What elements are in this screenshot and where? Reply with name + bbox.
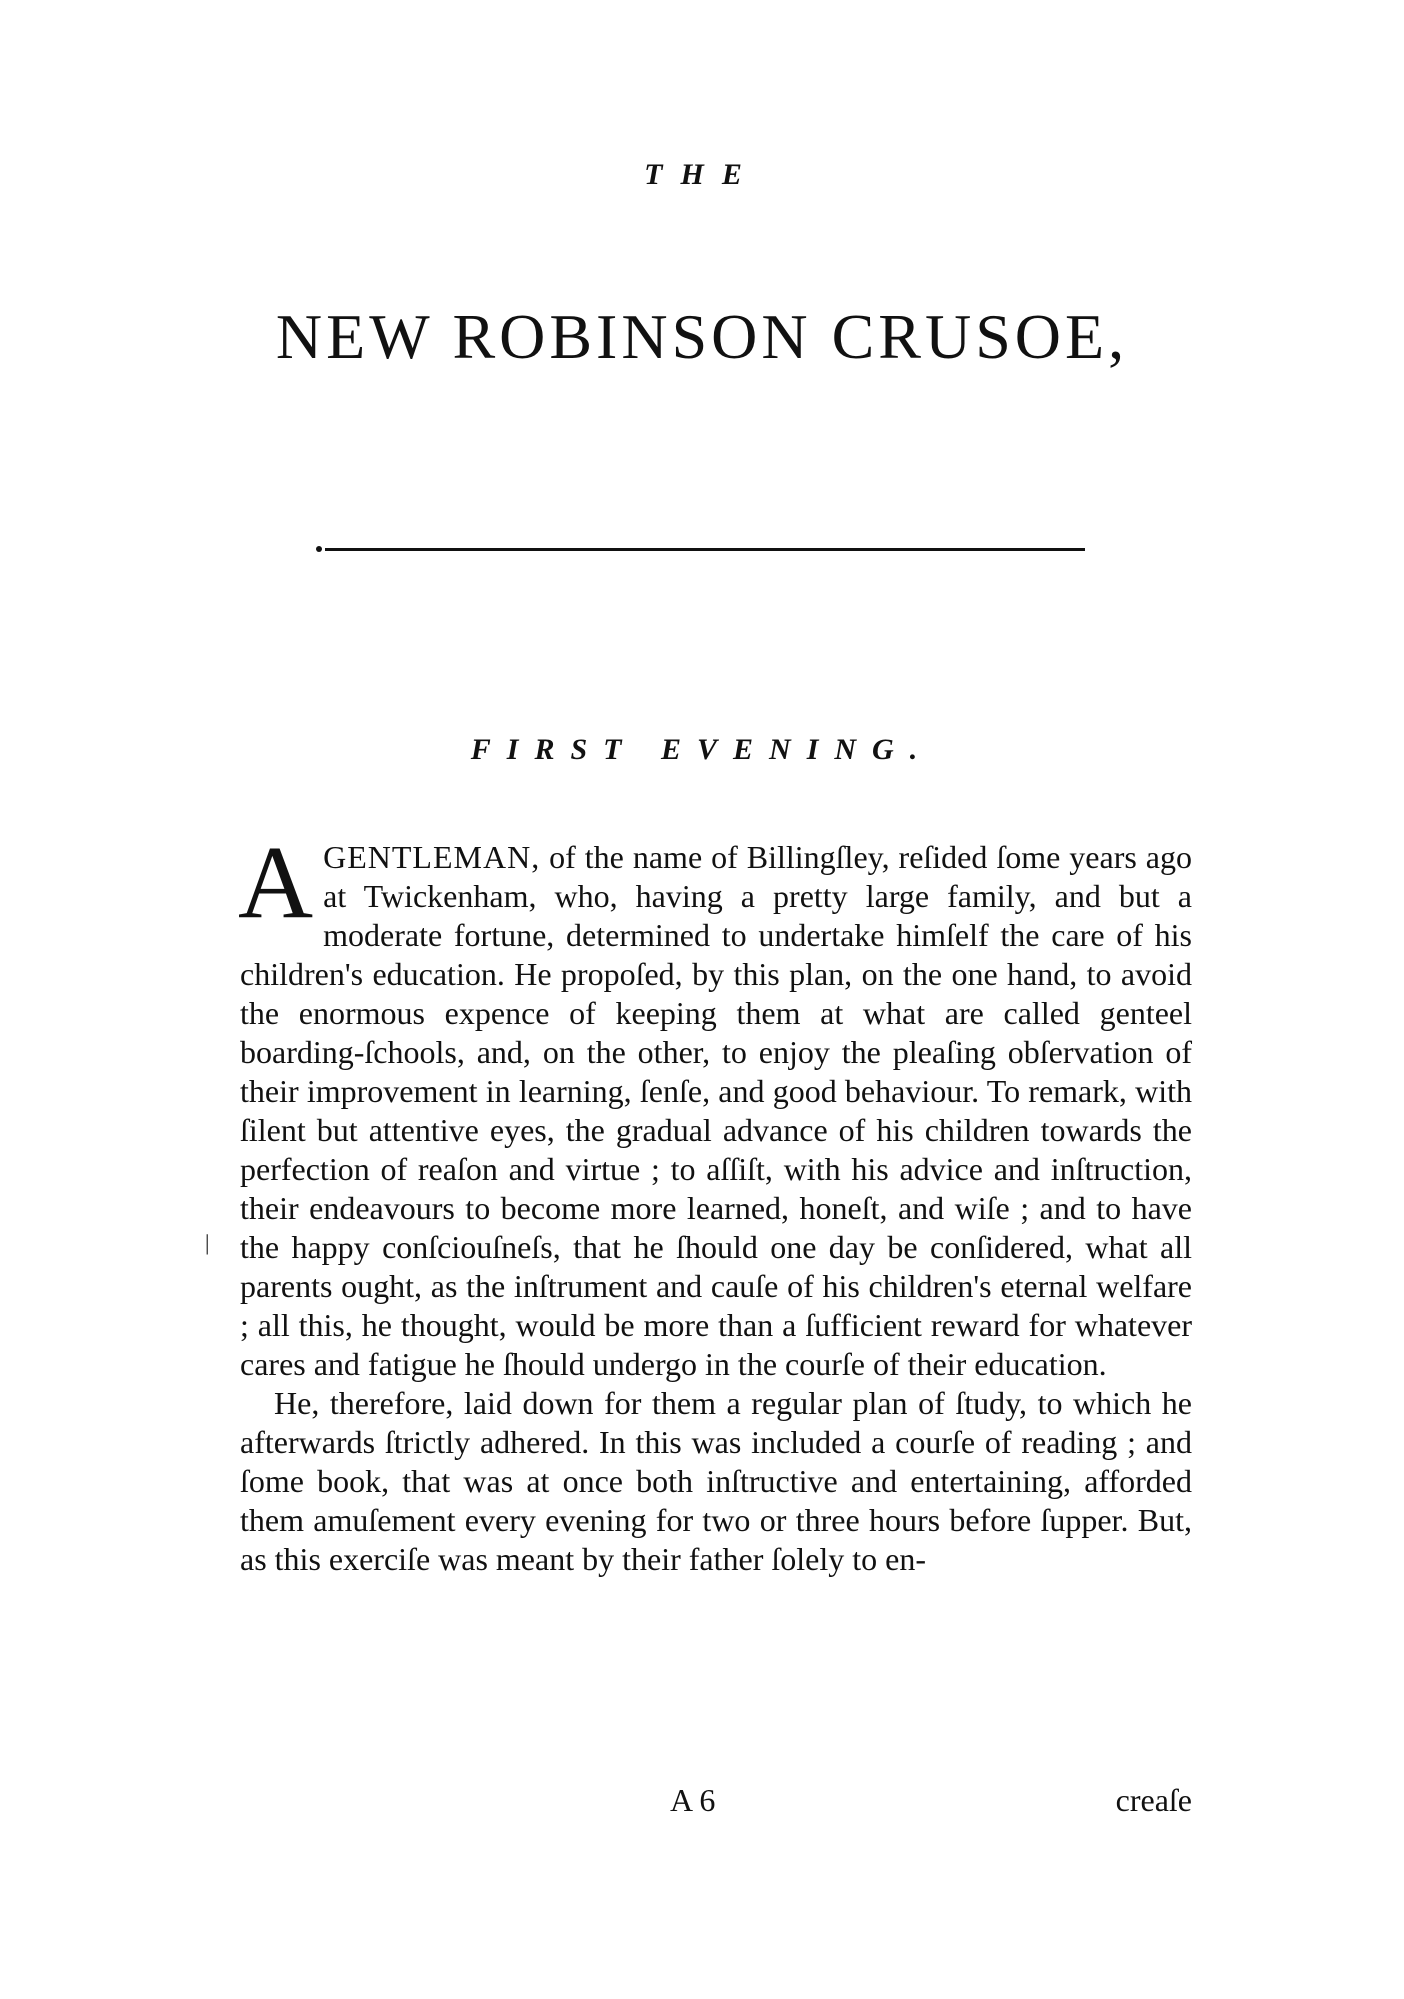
paragraph-1-text: of the name of Billingſley, reſided ſome years ago at Twickenham, who, having a pretty large family, and but a moderate fortune, determined to undertake himſelf the care of his children's education. He propoſed, by this plan, on the one hand, to avoid the enormous expence of keeping them at what are called genteel boarding-ſchools, and, on the other, to enjoy the pleaſing obſervation of their improvement in learning, ſenſe, and good behaviour. To remark, with ſilent but attentive eyes, the gradual advance of his children towards the perfection of reaſon and virtue ; to aſſiſt, with his advice and inſtruction, their endeavours to become more learned, honeſt, and wiſe ; and to have the happy conſciouſneſs, that he ſhould one day be conſidered, what all parents ought, as the inſtrument and cauſe of his children's eternal welfare ; all this, he thought, would be more than a ſufficient reward for whatever cares and fatigue he ſhould undergo in the courſe of their education. — [240, 839, 1192, 1382]
title-rule-divider — [325, 548, 1085, 551]
signature-mark: A 6 — [670, 1782, 716, 1818]
catchword: creaſe — [1115, 1782, 1192, 1818]
body-text — [238, 825, 1192, 1579]
page-footer — [240, 1782, 1192, 1822]
chapter-heading: FIRST EVENING. — [470, 733, 934, 766]
book-title: NEW ROBINSON CRUSOE, — [275, 301, 1129, 372]
paragraph-2: He, therefore, laid down for them a regular plan of ſtudy, to which he afterwards ſtrictly adhered. In this was included a courſe of reading ; and ſome book, that was at once both inſtructive and entertaining, afforded them amuſement every evening for two or three hours before ſupper. But, as this exerciſe was meant by their father ſolely to en- — [240, 1385, 1192, 1577]
the-heading: THE — [644, 158, 760, 191]
drop-cap: A — [238, 825, 314, 940]
opening-word: GENTLEMAN, — [323, 839, 541, 875]
rule-ornament-dot — [316, 546, 322, 552]
paragraph-1 — [238, 825, 1192, 1384]
margin-mark: | — [205, 1230, 210, 1255]
